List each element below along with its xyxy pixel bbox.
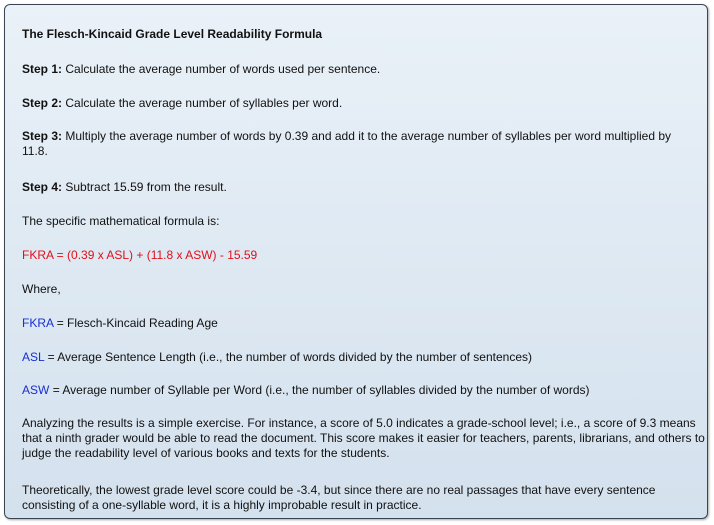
definition-fkra-term: FKRA bbox=[22, 316, 54, 330]
step-2-label: Step 2: bbox=[22, 96, 63, 110]
step-2-text: Calculate the average number of syllables per word. bbox=[65, 96, 343, 110]
step-4 bbox=[22, 180, 699, 195]
formula: FKRA = (0.39 x ASL) + (11.8 x ASW) - 15.59 bbox=[22, 248, 258, 262]
definition-fkra bbox=[22, 316, 699, 331]
step-3-label: Step 3: bbox=[22, 129, 63, 143]
formula-info-panel bbox=[4, 4, 708, 519]
theory-paragraph: Theoretically, the lowest grade level score could be -3.4, but since there are no real passages that have every sentence consisting of a one-syllable word, it is a highly improbable result in practice. bbox=[22, 483, 656, 512]
step-2 bbox=[22, 96, 699, 111]
step-3-text: Multiply the average number of words by 0.39 and add it to the average number of syllables per word multiplied by 11.8. bbox=[22, 129, 672, 158]
step-1-label: Step 1: bbox=[22, 62, 63, 76]
formula-intro: The specific mathematical formula is: bbox=[22, 214, 220, 228]
definition-asw-term: ASW bbox=[22, 383, 50, 397]
step-4-text: Subtract 15.59 from the result. bbox=[65, 180, 227, 194]
step-4-label: Step 4: bbox=[22, 180, 63, 194]
analysis-paragraph: Analyzing the results is a simple exercise. For instance, a score of 5.0 indicates a grade-school level; i.e., a score of 9.3 means that a ninth grader would be able to read the document. This score makes it easier for teachers, parents, librarians, and others to judge the readability level of various books and texts for the students. bbox=[22, 416, 705, 460]
definition-asl bbox=[22, 350, 699, 365]
definition-fkra-text: = Flesch-Kincaid Reading Age bbox=[56, 316, 218, 330]
step-1 bbox=[22, 62, 699, 77]
definition-asl-term: ASL bbox=[22, 350, 45, 364]
definition-asl-text: = Average Sentence Length (i.e., the number of words divided by the number of sentences) bbox=[47, 350, 533, 364]
definition-asw bbox=[22, 383, 699, 398]
step-3 bbox=[22, 129, 683, 159]
panel-title: The Flesch-Kincaid Grade Level Readability Formula bbox=[22, 27, 323, 41]
definition-asw-text: = Average number of Syllable per Word (i.e., the number of syllables divided by the number of words) bbox=[52, 383, 590, 397]
where-label: Where, bbox=[22, 282, 61, 296]
step-1-text: Calculate the average number of words used per sentence. bbox=[65, 62, 381, 76]
